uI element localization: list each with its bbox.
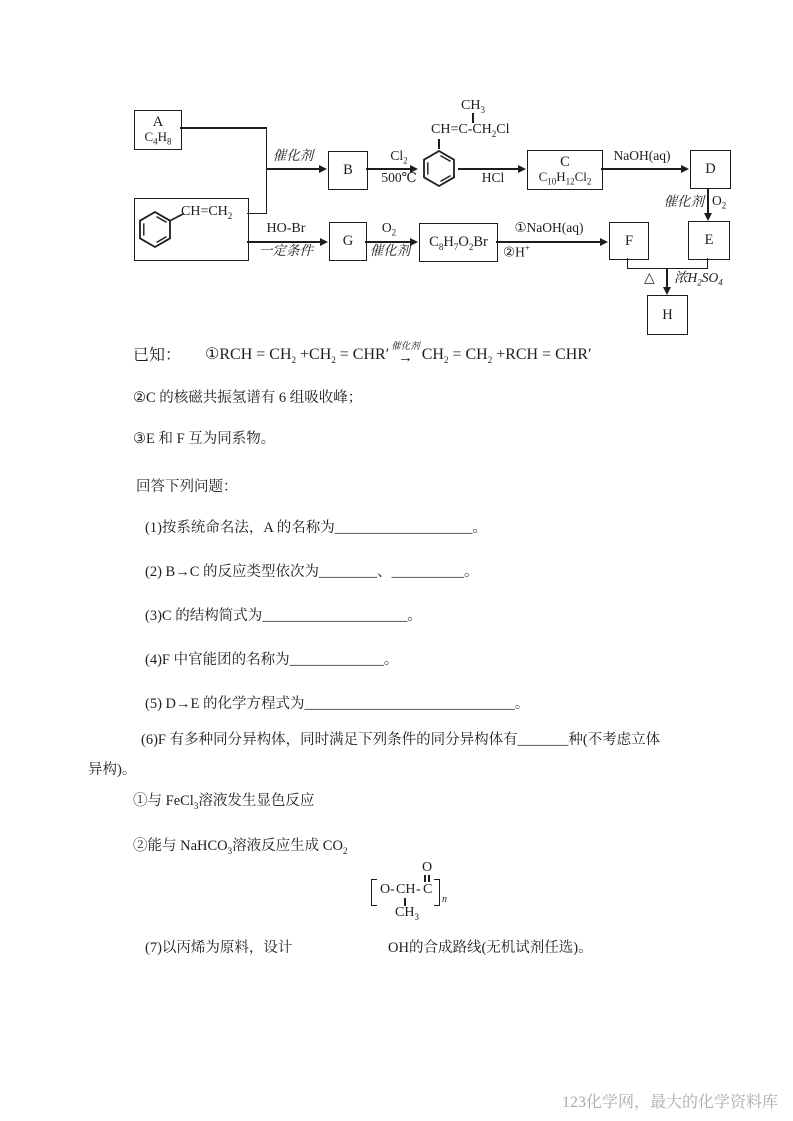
- question-6-line1: (6)F 有多种同分异构体，同时满足下列条件的同分异构体有_______种(不考虑立体: [141, 732, 661, 748]
- question-4: (4)F 中官能团的名称为_____________。: [145, 652, 399, 668]
- known-lead: 已知：: [133, 347, 182, 364]
- question-1: (1)按系统命名法，A 的名称为___________________。: [145, 520, 487, 536]
- questions-intro: 回答下列问题：: [136, 479, 238, 495]
- poly-subscript-n: n: [442, 894, 447, 905]
- question-7-post: OH的合成路线(无机试剂任选)。: [388, 940, 593, 956]
- box-c: [527, 150, 603, 190]
- label-catalyst-2: 催化剂: [663, 194, 704, 209]
- box-f: [609, 222, 649, 260]
- box-b: [328, 151, 368, 190]
- box-d: [690, 150, 731, 189]
- question-6-condition-2: ②能与 NaHCO$_3$溶液反应生成 $CO_2$: [133, 838, 348, 856]
- box-a-letter: A: [152, 113, 164, 130]
- double-bond-line1-icon: [424, 875, 426, 882]
- label-catalyst-3: 催化剂: [369, 243, 411, 258]
- poly-bond-2: -: [416, 882, 421, 897]
- known-line-1: [133, 342, 592, 365]
- question-7-pre: (7)以丙烯为原料，设计: [145, 940, 293, 956]
- styrene-substituent: $CH=CH_2$: [181, 204, 233, 221]
- benzene-ring-styrene-icon: [137, 209, 187, 251]
- box-h: [647, 295, 688, 335]
- arrowhead-d-to-e-icon: [704, 213, 712, 221]
- benzene-ring-mid-icon: [420, 148, 458, 190]
- reaction-arrow-glyph-icon: →: [397, 350, 413, 367]
- label-o2-g: $O_2$: [381, 220, 397, 238]
- known-item1-post: $CH_2 = CH_2 +RCH = CHR'$: [421, 345, 592, 365]
- question-3: (3)C 的结构简式为____________________。: [145, 608, 422, 624]
- known-item1-pre: ①RCH = $CH_2 +CH_2 = CHR'$: [205, 345, 390, 365]
- question-2: (2) B→C 的反应类型依次为________、__________。: [145, 564, 479, 580]
- double-bond-line2-icon: [428, 875, 430, 882]
- arrow-to-b: [266, 168, 320, 170]
- label-naoh: NaOH(aq): [613, 148, 671, 163]
- poly-ch: CH: [396, 882, 416, 897]
- known-item3: ③E 和 F 互为同系物。: [133, 431, 276, 447]
- known-item2: ②C 的核磁共振氢谱有 6 组吸收峰；: [133, 390, 363, 406]
- arrowhead-ef-to-h-icon: [663, 287, 671, 295]
- poly-o-top: O: [422, 860, 433, 875]
- label-500c: 500℃: [381, 170, 417, 185]
- connector-a: [180, 127, 266, 129]
- label-o2-d: $O_2$: [712, 193, 727, 211]
- watermark: 123化学网，最大的化学资料库: [562, 1094, 779, 1111]
- box-d-letter: D: [705, 161, 716, 178]
- mid-chain: $CH=C-CH_2Cl$: [431, 122, 510, 139]
- poly-bond-1: -: [390, 882, 395, 897]
- arrow-ef-to-h: [666, 268, 668, 289]
- arrowhead-c-to-d-icon: [681, 165, 689, 173]
- arrow-d-to-e: [707, 188, 709, 214]
- poly-o-left: O: [380, 882, 391, 897]
- label-hcl: HCl: [481, 170, 505, 185]
- label-h2so4: 浓$H_2SO_4$: [674, 270, 723, 288]
- box-bromo: [419, 223, 498, 262]
- box-bromo-formula: $C_8H_7O_2Br$: [429, 233, 488, 252]
- arrowhead-ring-to-c-icon: [518, 165, 526, 173]
- arrow-bromo-to-f: [496, 241, 600, 243]
- arrowhead-bromo-to-f-icon: [600, 238, 608, 246]
- arrow-c-to-d: [601, 168, 681, 170]
- reaction-arrow-label: 催化剂: [391, 341, 420, 352]
- connector-styrene: [247, 213, 267, 215]
- question-6-condition-1: ①与 FeCl$_3$溶液发生显色反应: [133, 793, 315, 811]
- poly-ch3: $CH_3$: [395, 905, 419, 922]
- box-b-letter: B: [343, 162, 353, 179]
- box-e: [688, 221, 730, 260]
- box-e-letter: E: [704, 232, 714, 249]
- box-a: [134, 110, 182, 150]
- label-step1-naoh: ①NaOH(aq): [514, 220, 584, 235]
- reaction-arrow: [391, 343, 420, 365]
- arrowhead-to-b-icon: [319, 165, 327, 173]
- label-hobr: HO-Br: [266, 221, 306, 236]
- box-g-letter: G: [342, 233, 354, 250]
- label-cl2: $Cl_2$: [390, 148, 408, 166]
- question-5: (5) D→E 的化学方程式为_____________________________。: [145, 696, 530, 712]
- polymer-structure: [371, 861, 463, 921]
- label-step2-h: ②H+: [503, 243, 530, 260]
- bracket-left-icon: [371, 879, 377, 906]
- label-catalyst-1: 催化剂: [272, 148, 314, 163]
- box-c-formula: $C_{10}H_{12}Cl_2$: [538, 168, 592, 187]
- box-c-letter: C: [560, 153, 570, 170]
- box-a-formula: $C_4H_8$: [144, 128, 172, 147]
- label-delta: △: [644, 271, 655, 286]
- bracket-right-icon: [434, 879, 440, 906]
- mid-methyl: $CH_3$: [461, 98, 485, 115]
- box-h-letter: H: [662, 306, 673, 323]
- poly-c-carbonyl: C: [423, 882, 433, 897]
- label-condition: 一定条件: [259, 243, 313, 258]
- question-6-line2: 异构)。: [88, 762, 137, 778]
- box-f-letter: F: [624, 232, 634, 249]
- connector-junction: [266, 127, 268, 214]
